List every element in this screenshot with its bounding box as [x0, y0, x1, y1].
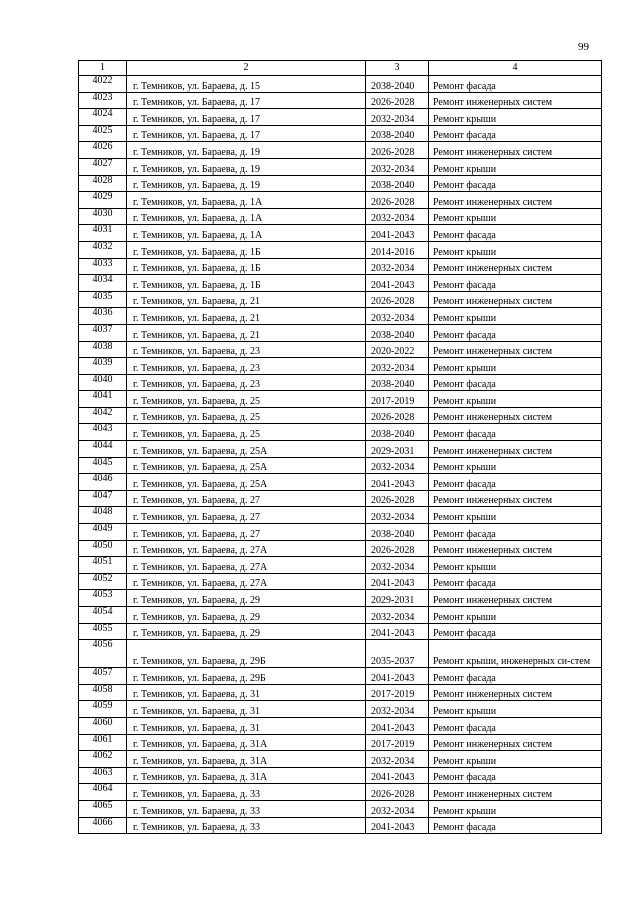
- table-row: [79, 668, 602, 685]
- years-cell: 2032-2034: [366, 208, 429, 225]
- work-type-cell: Ремонт инженерных систем: [429, 684, 602, 701]
- address-cell: г. Темников, ул. Бараева, д. 27: [127, 507, 366, 524]
- years-cell: 2032-2034: [366, 800, 429, 817]
- years-cell: 2032-2034: [366, 751, 429, 768]
- repair-schedule-table: [78, 60, 602, 834]
- row-number-cell: 4063: [79, 767, 127, 784]
- work-type-cell: Ремонт инженерных систем: [429, 540, 602, 557]
- address-cell: г. Темников, ул. Бараева, д. 25: [127, 424, 366, 441]
- work-type-cell: Ремонт крыши: [429, 241, 602, 258]
- address-cell: г. Темников, ул. Бараева, д. 25А: [127, 474, 366, 491]
- address-cell: г. Темников, ул. Бараева, д. 19: [127, 175, 366, 192]
- years-cell: 2038-2040: [366, 374, 429, 391]
- years-cell: 2026-2028: [366, 784, 429, 801]
- row-number-cell: 4027: [79, 158, 127, 175]
- work-type-cell: Ремонт крыши: [429, 358, 602, 375]
- row-number-cell: 4035: [79, 291, 127, 308]
- address-cell: г. Темников, ул. Бараева, д. 17: [127, 109, 366, 126]
- table-row: [79, 751, 602, 768]
- years-cell: 2032-2034: [366, 158, 429, 175]
- address-cell: г. Темников, ул. Бараева, д. 1Б: [127, 258, 366, 275]
- work-type-cell: Ремонт крыши: [429, 800, 602, 817]
- table-body: [79, 76, 602, 834]
- years-cell: 2041-2043: [366, 225, 429, 242]
- table-row: [79, 524, 602, 541]
- work-type-cell: Ремонт фасада: [429, 623, 602, 640]
- table-row: [79, 490, 602, 507]
- table-row: [79, 324, 602, 341]
- work-type-cell: Ремонт инженерных систем: [429, 258, 602, 275]
- work-type-cell: Ремонт крыши: [429, 308, 602, 325]
- row-number-cell: 4059: [79, 701, 127, 718]
- table-row: [79, 424, 602, 441]
- years-cell: 2041-2043: [366, 668, 429, 685]
- address-cell: г. Темников, ул. Бараева, д. 19: [127, 158, 366, 175]
- address-cell: г. Темников, ул. Бараева, д. 1Б: [127, 275, 366, 292]
- years-cell: 2026-2028: [366, 142, 429, 159]
- row-number-cell: 4039: [79, 358, 127, 375]
- row-number-cell: 4022: [79, 76, 127, 93]
- table-row: [79, 391, 602, 408]
- years-cell: 2035-2037: [366, 640, 429, 668]
- row-number-cell: 4062: [79, 751, 127, 768]
- table-row: [79, 291, 602, 308]
- years-cell: 2038-2040: [366, 76, 429, 93]
- address-cell: г. Темников, ул. Бараева, д. 17: [127, 92, 366, 109]
- address-cell: г. Темников, ул. Бараева, д. 19: [127, 142, 366, 159]
- years-cell: 2026-2028: [366, 540, 429, 557]
- page-number: 99: [578, 41, 589, 53]
- years-cell: 2026-2028: [366, 291, 429, 308]
- table-row: [79, 208, 602, 225]
- table-row: [79, 573, 602, 590]
- table-row: [79, 540, 602, 557]
- table-row: [79, 457, 602, 474]
- years-cell: 2032-2034: [366, 701, 429, 718]
- years-cell: 2014-2016: [366, 241, 429, 258]
- table-row: [79, 241, 602, 258]
- table-row: [79, 557, 602, 574]
- row-number-cell: 4040: [79, 374, 127, 391]
- row-number-cell: 4056: [79, 640, 127, 668]
- table-row: [79, 407, 602, 424]
- row-number-cell: 4026: [79, 142, 127, 159]
- row-number-cell: 4047: [79, 490, 127, 507]
- table-row: [79, 767, 602, 784]
- table-row: [79, 142, 602, 159]
- table-row: [79, 192, 602, 209]
- address-cell: г. Темников, ул. Бараева, д. 25: [127, 407, 366, 424]
- row-number-cell: 4053: [79, 590, 127, 607]
- table-row: [79, 507, 602, 524]
- address-cell: г. Темников, ул. Бараева, д. 31: [127, 717, 366, 734]
- address-cell: г. Темников, ул. Бараева, д. 33: [127, 817, 366, 834]
- years-cell: 2026-2028: [366, 92, 429, 109]
- table-row: [79, 623, 602, 640]
- row-number-cell: 4043: [79, 424, 127, 441]
- table-row: [79, 590, 602, 607]
- table-row: [79, 109, 602, 126]
- years-cell: 2026-2028: [366, 192, 429, 209]
- years-cell: 2032-2034: [366, 258, 429, 275]
- address-cell: г. Темников, ул. Бараева, д. 29: [127, 590, 366, 607]
- table-row: [79, 800, 602, 817]
- work-type-cell: Ремонт фасада: [429, 767, 602, 784]
- work-type-cell: Ремонт фасада: [429, 324, 602, 341]
- years-cell: 2038-2040: [366, 424, 429, 441]
- table-row: [79, 684, 602, 701]
- row-number-cell: 4038: [79, 341, 127, 358]
- years-cell: 2041-2043: [366, 717, 429, 734]
- row-number-cell: 4037: [79, 324, 127, 341]
- work-type-cell: Ремонт инженерных систем: [429, 192, 602, 209]
- address-cell: г. Темников, ул. Бараева, д. 29Б: [127, 668, 366, 685]
- table-row: [79, 817, 602, 834]
- row-number-cell: 4061: [79, 734, 127, 751]
- years-cell: 2032-2034: [366, 507, 429, 524]
- work-type-cell: Ремонт инженерных систем: [429, 341, 602, 358]
- row-number-cell: 4048: [79, 507, 127, 524]
- work-type-cell: Ремонт крыши: [429, 208, 602, 225]
- years-cell: 2038-2040: [366, 324, 429, 341]
- years-cell: 2029-2031: [366, 441, 429, 458]
- address-cell: г. Темников, ул. Бараева, д. 27: [127, 524, 366, 541]
- years-cell: 2017-2019: [366, 684, 429, 701]
- row-number-cell: 4030: [79, 208, 127, 225]
- table-row: [79, 784, 602, 801]
- work-type-cell: Ремонт фасада: [429, 573, 602, 590]
- work-type-cell: Ремонт инженерных систем: [429, 142, 602, 159]
- row-number-cell: 4032: [79, 241, 127, 258]
- address-cell: г. Темников, ул. Бараева, д. 29: [127, 607, 366, 624]
- years-cell: 2032-2034: [366, 358, 429, 375]
- row-number-cell: 4029: [79, 192, 127, 209]
- years-cell: 2041-2043: [366, 474, 429, 491]
- address-cell: г. Темников, ул. Бараева, д. 31: [127, 684, 366, 701]
- work-type-cell: Ремонт фасада: [429, 524, 602, 541]
- work-type-cell: Ремонт фасада: [429, 225, 602, 242]
- table-row: [79, 441, 602, 458]
- column-header-3: 3: [366, 61, 429, 76]
- row-number-cell: 4058: [79, 684, 127, 701]
- years-cell: 2026-2028: [366, 490, 429, 507]
- work-type-cell: Ремонт крыши, инженерных си-стем: [429, 640, 602, 668]
- address-cell: г. Темников, ул. Бараева, д. 25: [127, 391, 366, 408]
- address-cell: г. Темников, ул. Бараева, д. 23: [127, 374, 366, 391]
- years-cell: 2029-2031: [366, 590, 429, 607]
- address-cell: г. Темников, ул. Бараева, д. 31А: [127, 751, 366, 768]
- work-type-cell: Ремонт фасада: [429, 76, 602, 93]
- years-cell: 2017-2019: [366, 734, 429, 751]
- row-number-cell: 4055: [79, 623, 127, 640]
- row-number-cell: 4052: [79, 573, 127, 590]
- table-row: [79, 275, 602, 292]
- row-number-cell: 4023: [79, 92, 127, 109]
- table-row: [79, 92, 602, 109]
- work-type-cell: Ремонт инженерных систем: [429, 441, 602, 458]
- column-header-2: 2: [127, 61, 366, 76]
- work-type-cell: Ремонт фасада: [429, 175, 602, 192]
- table-row: [79, 374, 602, 391]
- years-cell: 2032-2034: [366, 457, 429, 474]
- years-cell: 2017-2019: [366, 391, 429, 408]
- address-cell: г. Темников, ул. Бараева, д. 1А: [127, 208, 366, 225]
- row-number-cell: 4065: [79, 800, 127, 817]
- address-cell: г. Темников, ул. Бараева, д. 21: [127, 324, 366, 341]
- table-row: [79, 701, 602, 718]
- row-number-cell: 4034: [79, 275, 127, 292]
- work-type-cell: Ремонт фасада: [429, 474, 602, 491]
- years-cell: 2041-2043: [366, 817, 429, 834]
- address-cell: г. Темников, ул. Бараева, д. 27А: [127, 557, 366, 574]
- table-row: [79, 258, 602, 275]
- address-cell: г. Темников, ул. Бараева, д. 29: [127, 623, 366, 640]
- work-type-cell: Ремонт крыши: [429, 557, 602, 574]
- row-number-cell: 4044: [79, 441, 127, 458]
- table-row: [79, 125, 602, 142]
- address-cell: г. Темников, ул. Бараева, д. 31: [127, 701, 366, 718]
- table-row: [79, 640, 602, 668]
- table-row: [79, 158, 602, 175]
- row-number-cell: 4050: [79, 540, 127, 557]
- row-number-cell: 4036: [79, 308, 127, 325]
- address-cell: г. Темников, ул. Бараева, д. 25А: [127, 457, 366, 474]
- address-cell: г. Темников, ул. Бараева, д. 25А: [127, 441, 366, 458]
- work-type-cell: Ремонт фасада: [429, 717, 602, 734]
- address-cell: г. Темников, ул. Бараева, д. 33: [127, 784, 366, 801]
- years-cell: 2032-2034: [366, 557, 429, 574]
- table-row: [79, 734, 602, 751]
- table-row: [79, 225, 602, 242]
- work-type-cell: Ремонт фасада: [429, 817, 602, 834]
- work-type-cell: Ремонт инженерных систем: [429, 407, 602, 424]
- work-type-cell: Ремонт крыши: [429, 457, 602, 474]
- row-number-cell: 4025: [79, 125, 127, 142]
- years-cell: 2032-2034: [366, 607, 429, 624]
- address-cell: г. Темников, ул. Бараева, д. 21: [127, 308, 366, 325]
- address-cell: г. Темников, ул. Бараева, д. 17: [127, 125, 366, 142]
- years-cell: 2026-2028: [366, 407, 429, 424]
- row-number-cell: 4046: [79, 474, 127, 491]
- row-number-cell: 4042: [79, 407, 127, 424]
- work-type-cell: Ремонт крыши: [429, 607, 602, 624]
- row-number-cell: 4033: [79, 258, 127, 275]
- row-number-cell: 4024: [79, 109, 127, 126]
- row-number-cell: 4049: [79, 524, 127, 541]
- table-row: [79, 76, 602, 93]
- address-cell: г. Темников, ул. Бараева, д. 21: [127, 291, 366, 308]
- work-type-cell: Ремонт инженерных систем: [429, 590, 602, 607]
- address-cell: г. Темников, ул. Бараева, д. 27А: [127, 540, 366, 557]
- table-row: [79, 607, 602, 624]
- row-number-cell: 4057: [79, 668, 127, 685]
- work-type-cell: Ремонт крыши: [429, 751, 602, 768]
- work-type-cell: Ремонт крыши: [429, 109, 602, 126]
- table-row: [79, 341, 602, 358]
- work-type-cell: Ремонт инженерных систем: [429, 490, 602, 507]
- work-type-cell: Ремонт фасада: [429, 275, 602, 292]
- address-cell: г. Темников, ул. Бараева, д. 1Б: [127, 241, 366, 258]
- address-cell: г. Темников, ул. Бараева, д. 31А: [127, 734, 366, 751]
- row-number-cell: 4045: [79, 457, 127, 474]
- address-cell: г. Темников, ул. Бараева, д. 27А: [127, 573, 366, 590]
- address-cell: г. Темников, ул. Бараева, д. 33: [127, 800, 366, 817]
- years-cell: 2041-2043: [366, 767, 429, 784]
- years-cell: 2032-2034: [366, 109, 429, 126]
- column-header-1: 1: [79, 61, 127, 76]
- row-number-cell: 4051: [79, 557, 127, 574]
- work-type-cell: Ремонт фасада: [429, 424, 602, 441]
- work-type-cell: Ремонт крыши: [429, 391, 602, 408]
- table-row: [79, 358, 602, 375]
- row-number-cell: 4060: [79, 717, 127, 734]
- work-type-cell: Ремонт крыши: [429, 507, 602, 524]
- row-number-cell: 4031: [79, 225, 127, 242]
- years-cell: 2038-2040: [366, 175, 429, 192]
- table-row: [79, 175, 602, 192]
- address-cell: г. Темников, ул. Бараева, д. 31А: [127, 767, 366, 784]
- table-row: [79, 474, 602, 491]
- work-type-cell: Ремонт фасада: [429, 374, 602, 391]
- address-cell: г. Темников, ул. Бараева, д. 23: [127, 358, 366, 375]
- address-cell: г. Темников, ул. Бараева, д. 29Б: [127, 640, 366, 668]
- address-cell: г. Темников, ул. Бараева, д. 27: [127, 490, 366, 507]
- work-type-cell: Ремонт крыши: [429, 158, 602, 175]
- row-number-cell: 4066: [79, 817, 127, 834]
- row-number-cell: 4064: [79, 784, 127, 801]
- years-cell: 2038-2040: [366, 524, 429, 541]
- row-number-cell: 4028: [79, 175, 127, 192]
- years-cell: 2020-2022: [366, 341, 429, 358]
- work-type-cell: Ремонт крыши: [429, 701, 602, 718]
- address-cell: г. Темников, ул. Бараева, д. 1А: [127, 225, 366, 242]
- years-cell: 2038-2040: [366, 125, 429, 142]
- address-cell: г. Темников, ул. Бараева, д. 1А: [127, 192, 366, 209]
- table-row: [79, 717, 602, 734]
- work-type-cell: Ремонт инженерных систем: [429, 784, 602, 801]
- row-number-cell: 4041: [79, 391, 127, 408]
- table-row: [79, 308, 602, 325]
- table-header-row: [79, 61, 602, 76]
- work-type-cell: Ремонт инженерных систем: [429, 92, 602, 109]
- row-number-cell: 4054: [79, 607, 127, 624]
- work-type-cell: Ремонт инженерных систем: [429, 734, 602, 751]
- address-cell: г. Темников, ул. Бараева, д. 15: [127, 76, 366, 93]
- work-type-cell: Ремонт инженерных систем: [429, 291, 602, 308]
- years-cell: 2041-2043: [366, 573, 429, 590]
- work-type-cell: Ремонт фасада: [429, 668, 602, 685]
- years-cell: 2041-2043: [366, 275, 429, 292]
- years-cell: 2041-2043: [366, 623, 429, 640]
- work-type-cell: Ремонт фасада: [429, 125, 602, 142]
- column-header-4: 4: [429, 61, 602, 76]
- address-cell: г. Темников, ул. Бараева, д. 23: [127, 341, 366, 358]
- years-cell: 2032-2034: [366, 308, 429, 325]
